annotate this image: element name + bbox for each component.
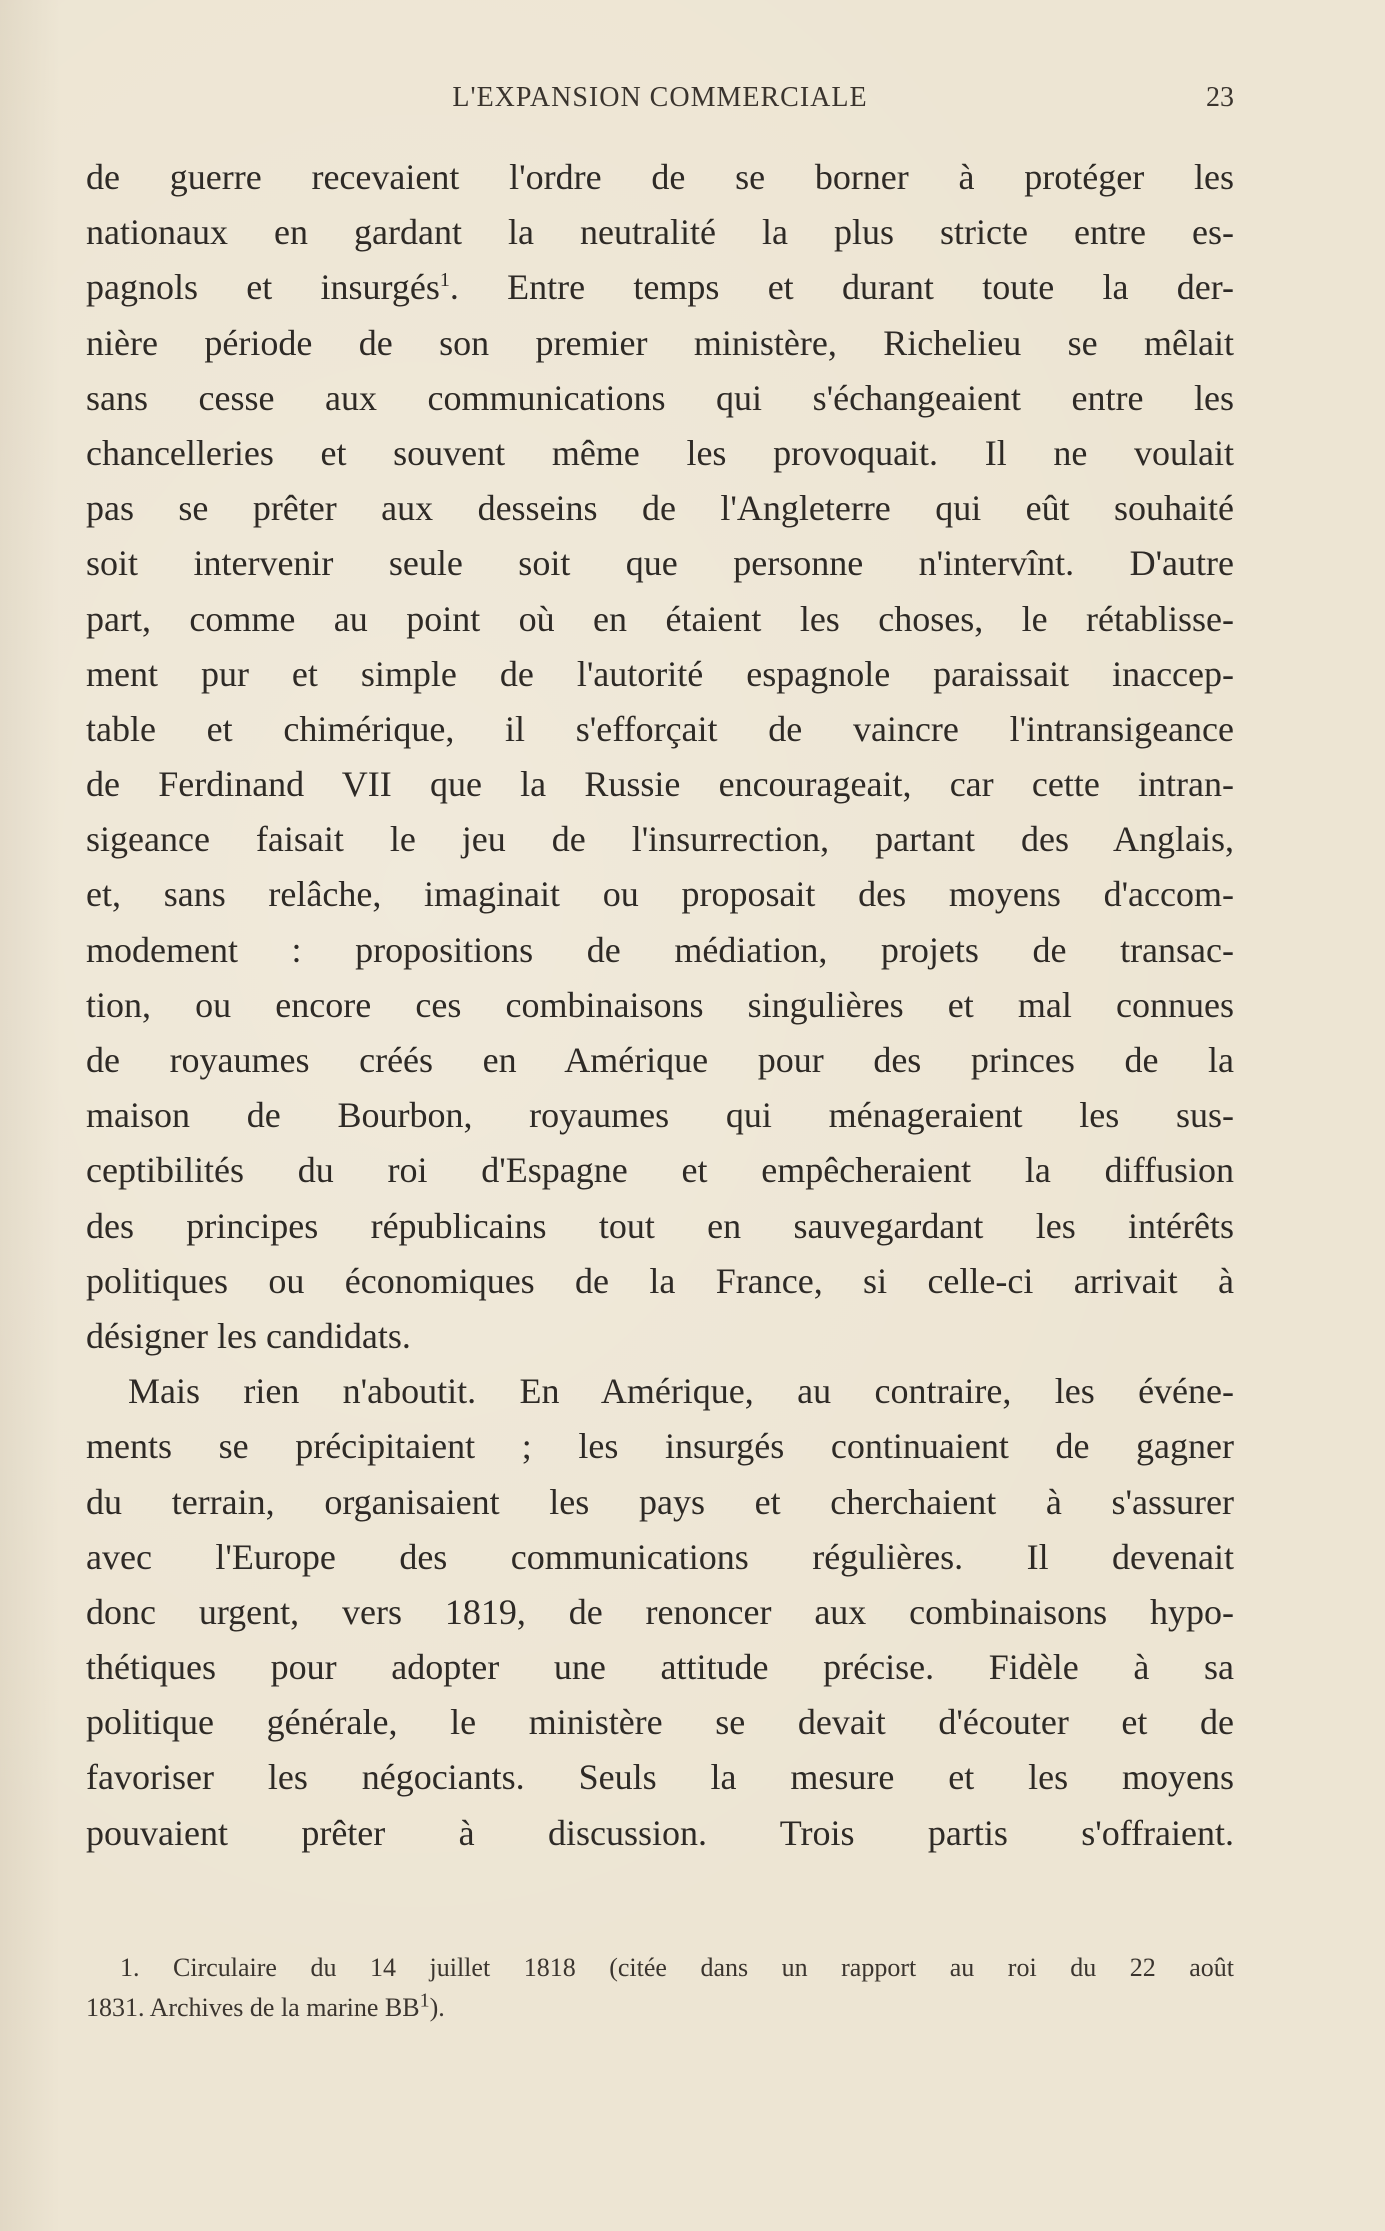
paragraph-start-line: Mais rien n'aboutit. En Amérique, au contraire, les événe- (128, 1371, 1234, 1412)
paragraph-end-line: désigner les candidats. (86, 1315, 411, 1356)
text-line: tion, ou encore ces combinaisons singulières et mal connues (86, 984, 1234, 1025)
text-line: part, comme au point où en étaient les choses, le rétablisse- (86, 598, 1234, 639)
page-header (86, 82, 1234, 122)
text-line: pouvaient prêter à discussion. Trois partis s'offraient. (86, 1812, 1234, 1853)
text-line: et, sans relâche, imaginait ou proposait des moyens d'accom- (86, 874, 1234, 915)
body-text (86, 150, 1234, 1861)
text-line: nationaux en gardant la neutralité la plus stricte entre es- (86, 212, 1234, 253)
text-line: des principes républicains tout en sauvegardant les intérêts (86, 1205, 1234, 1246)
text-line: ceptibilités du roi d'Espagne et empêcheraient la diffusion (86, 1150, 1234, 1191)
text-line: avec l'Europe des communications régulières. Il devenait (86, 1536, 1234, 1577)
footnote-text: 1831. Archives de la marine BB (86, 1993, 420, 2022)
text-line: soit intervenir seule soit que personne n'intervînt. D'autre (86, 543, 1234, 584)
text-line-end: . Entre temps et durant toute la der- (449, 267, 1234, 308)
text-line-start: pagnols et insurgés (86, 267, 440, 308)
text-line: maison de Bourbon, royaumes qui ménageraient les sus- (86, 1095, 1234, 1136)
text-line: de Ferdinand VII que la Russie encourageait, car cette intran- (86, 764, 1234, 805)
text-line: de royaumes créés en Amérique pour des princes de la (86, 1040, 1234, 1080)
text-line: ments se précipitaient ; les insurgés continuaient de gagner (86, 1426, 1234, 1467)
running-title: L'EXPANSION COMMERCIALE (452, 82, 868, 113)
footnote-superscript: 1 (419, 1989, 430, 2012)
text-line: modement : propositions de médiation, projets de transac- (86, 929, 1234, 970)
text-line: politiques ou économiques de la France, si celle-ci arrivait à (86, 1260, 1234, 1301)
text-line: nière période de son premier ministère, Richelieu se mêlait (86, 322, 1234, 363)
footnote-reference: 1 (439, 269, 450, 292)
footnote-line: 1. Circulaire du 14 juillet 1818 (citée dans un rapport au roi du 22 août (120, 1953, 1234, 1982)
footnotes (86, 1948, 1234, 2028)
text-line: pas se prêter aux desseins de l'Angleterre qui eût souhaité (86, 488, 1234, 529)
text-line (86, 260, 1234, 315)
text-line: table et chimérique, il s'efforçait de vaincre l'intransigeance (86, 708, 1234, 749)
text-line: de guerre recevaient l'ordre de se borner à protéger les (86, 157, 1234, 197)
text-line: donc urgent, vers 1819, de renoncer aux combinaisons hypo- (86, 1591, 1234, 1632)
text-line: sigeance faisait le jeu de l'insurrection, partant des Anglais, (86, 819, 1234, 860)
footnote-text-end: ). (429, 1993, 445, 2022)
text-line: ment pur et simple de l'autorité espagnole paraissait inaccep- (86, 653, 1234, 694)
text-line: chancelleries et souvent même les provoquait. Il ne voulait (86, 432, 1234, 473)
text-line: politique générale, le ministère se devait d'écouter et de (86, 1702, 1234, 1743)
text-line: du terrain, organisaient les pays et cherchaient à s'assurer (86, 1481, 1234, 1522)
footnote-line (86, 1988, 1234, 2028)
text-line: favoriser les négociants. Seuls la mesure et les moyens (86, 1757, 1234, 1798)
page-number: 23 (1206, 82, 1234, 113)
text-line: sans cesse aux communications qui s'échangeaient entre les (86, 377, 1234, 418)
text-line: thétiques pour adopter une attitude précise. Fidèle à sa (86, 1647, 1234, 1688)
